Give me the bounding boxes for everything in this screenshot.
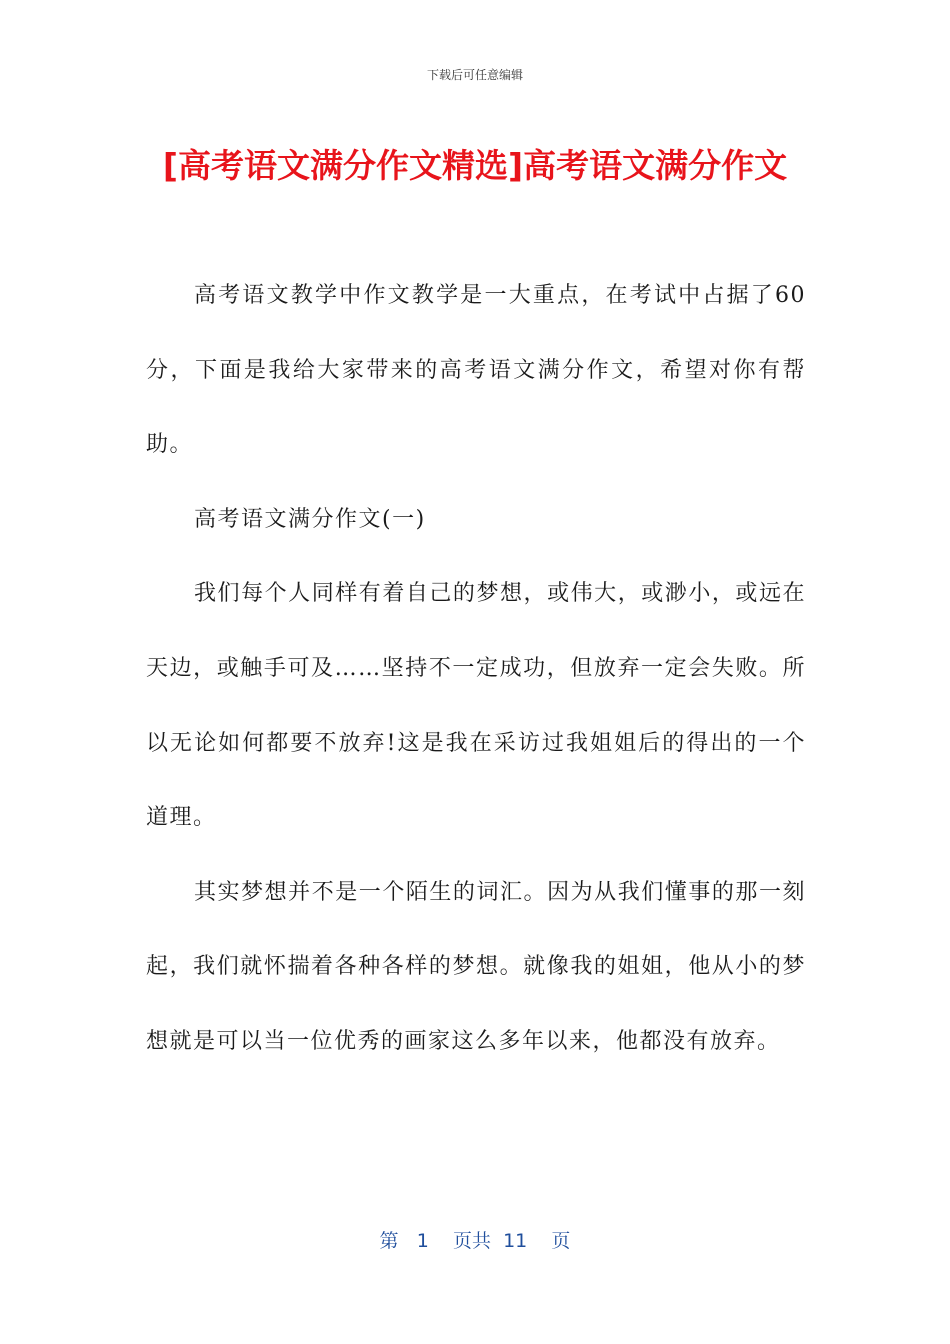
document-body <box>146 259 806 1080</box>
header-note: 下载后可任意编辑 <box>426 68 523 82</box>
body-paragraph: 我们每个人同样有着自己的梦想，或伟大，或渺小，或远在天边，或触手可及……坚持不一定成功，但放弃一定会失败。所以无论如何都要不放弃!这是我在采访过我姐姐后的得出的一个道理。 <box>146 581 806 831</box>
current-page-number: 1 <box>416 1230 429 1252</box>
footer-mid: 页共 <box>452 1230 491 1252</box>
footer-suffix: 页 <box>551 1230 571 1252</box>
total-pages-number: 11 <box>503 1230 528 1252</box>
footer-prefix: 第 <box>379 1230 399 1252</box>
intro-paragraph: 高考语文教学中作文教学是一大重点，在考试中占据了60分，下面是我给大家带来的高考语文满分作文，希望对你有帮助。 <box>146 283 806 458</box>
page-footer <box>0 1226 950 1253</box>
body-paragraph: 其实梦想并不是一个陌生的词汇。因为从我们懂事的那一刻起，我们就怀揣着各种各样的梦想。就像我的姐姐，他从小的梦想就是可以当一位优秀的画家这么多年以来，他都没有放弃。 <box>146 879 806 1054</box>
document-title: [高考语文满分作文精选]高考语文满分作文 <box>162 146 788 185</box>
section-heading: 高考语文满分作文(一) <box>194 506 426 532</box>
